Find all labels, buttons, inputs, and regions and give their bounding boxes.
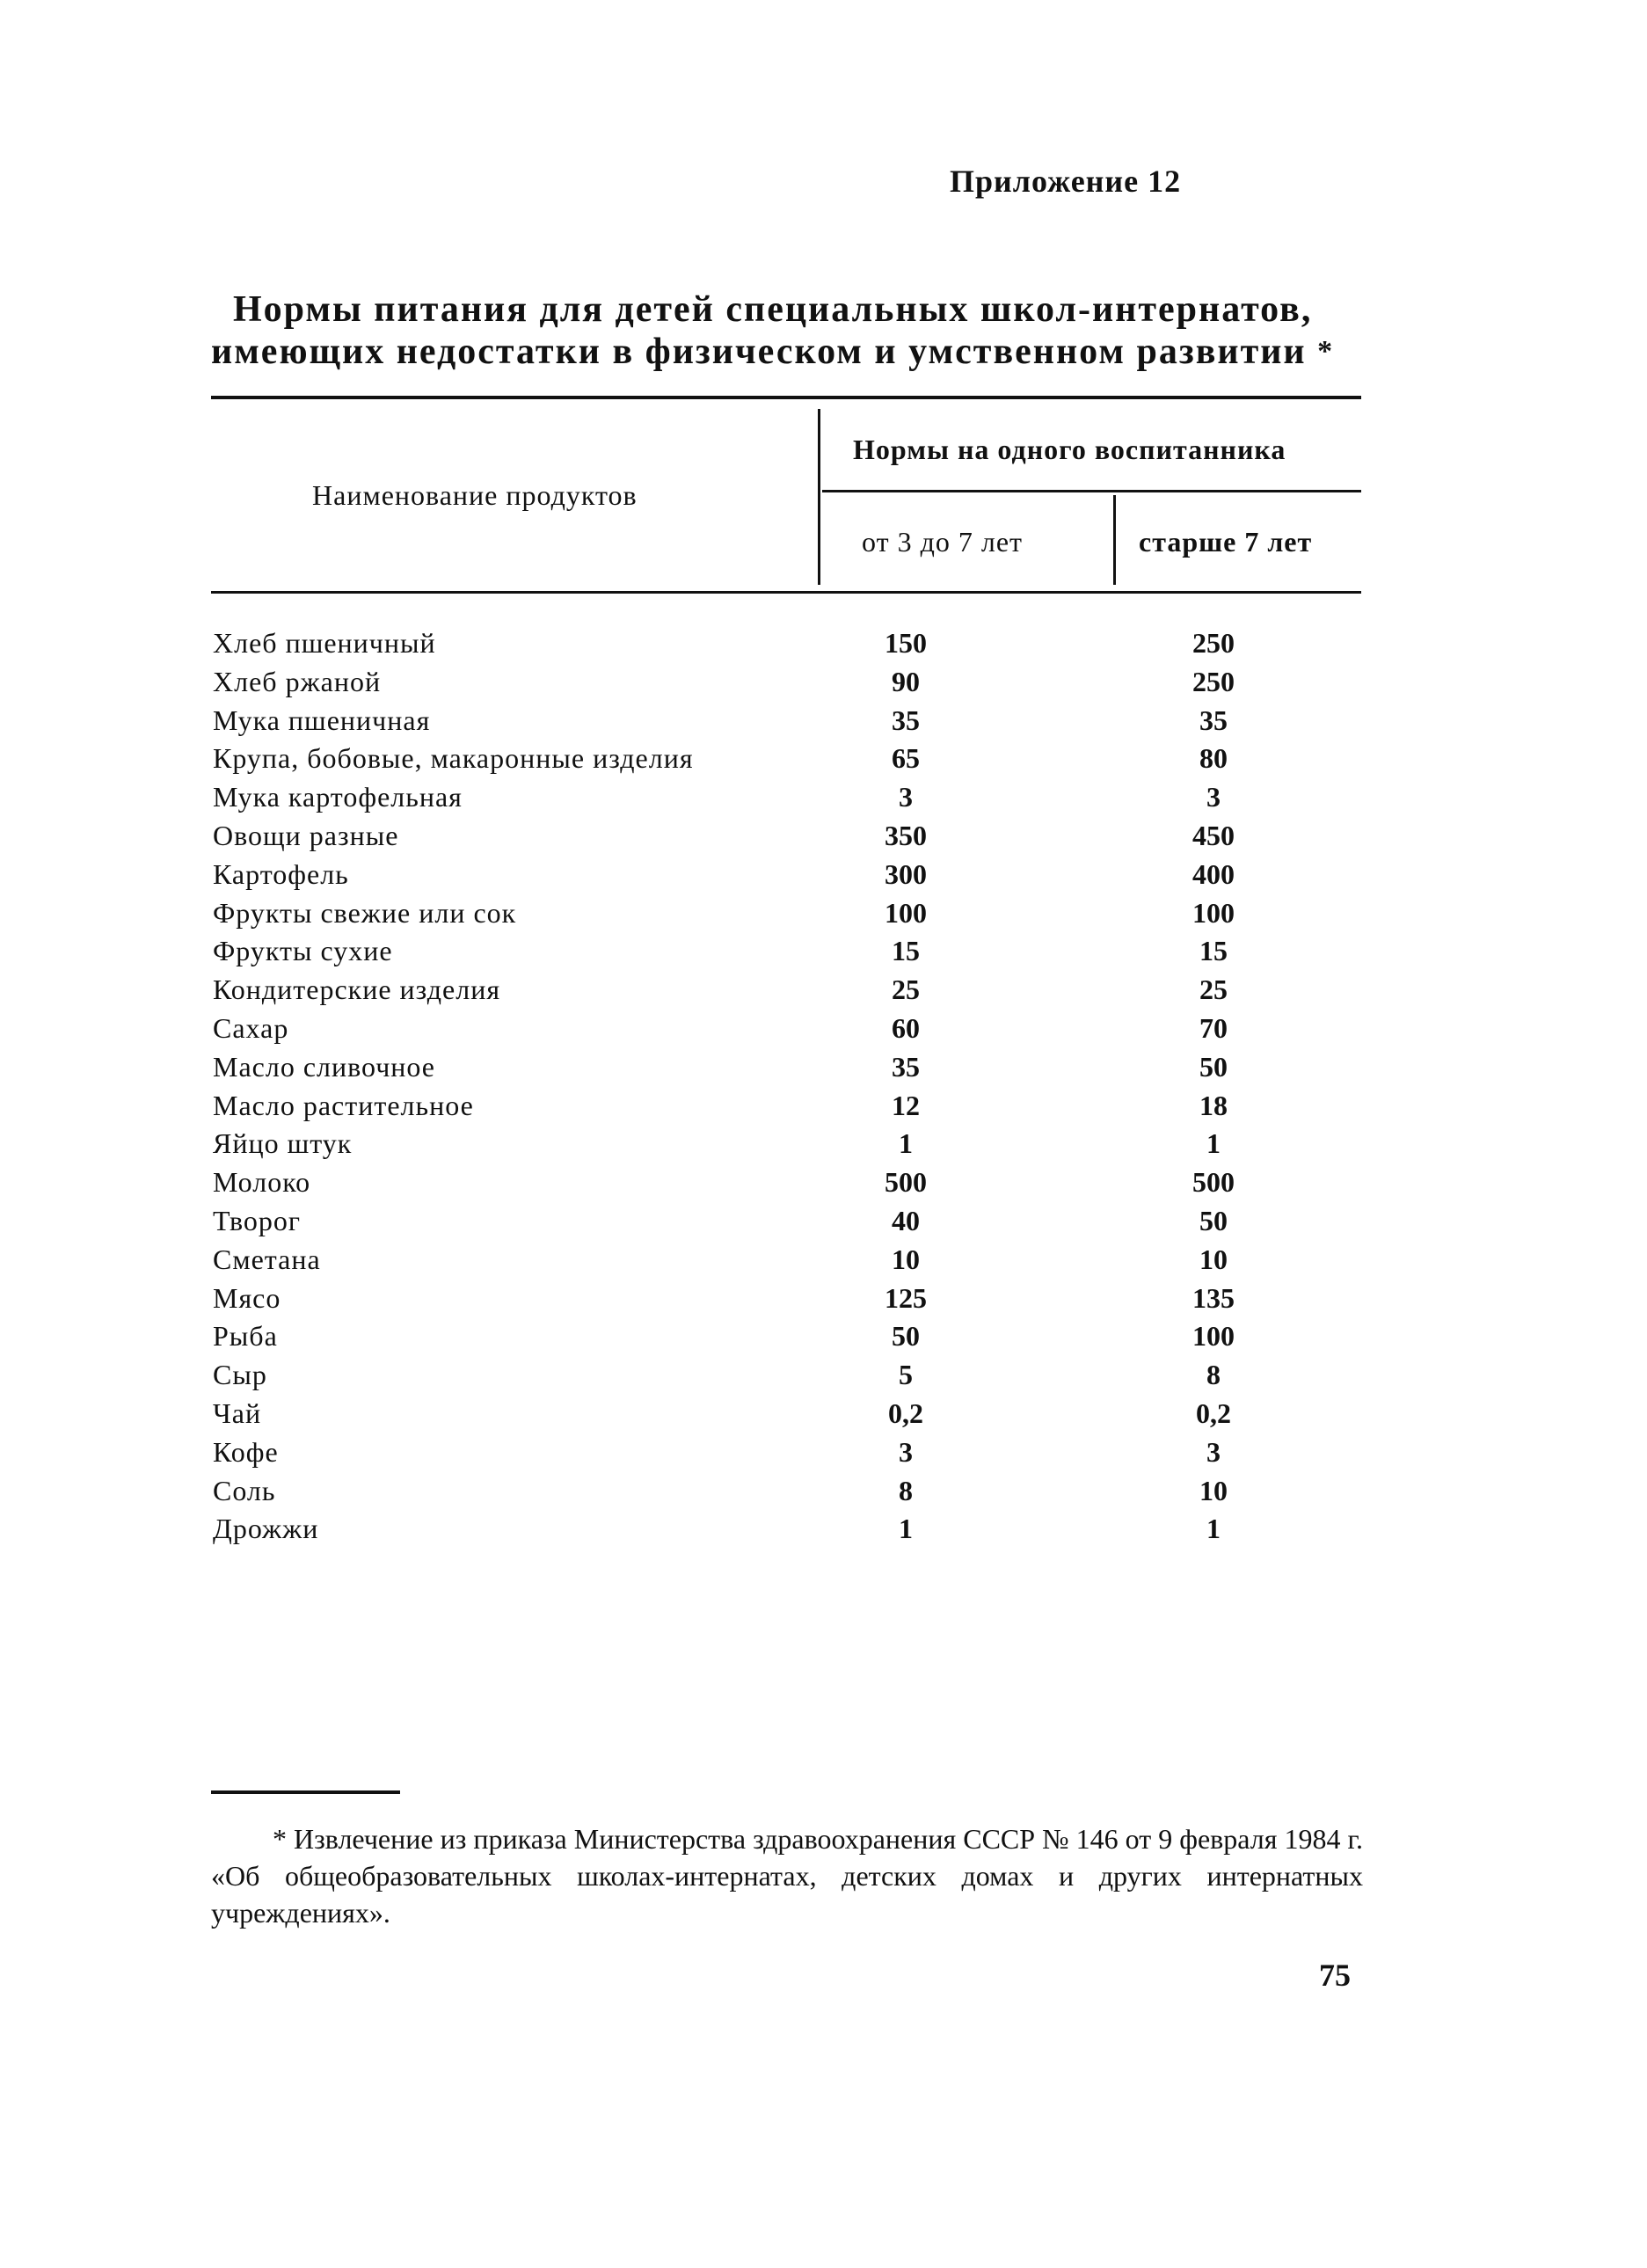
table-header-sub-vertical-rule (1113, 495, 1116, 585)
table-row (211, 856, 1361, 894)
table-row (211, 1048, 1361, 1087)
product-name: Масло растительное (213, 1089, 474, 1121)
norm-age-over-7: 15 (1199, 935, 1228, 967)
norm-age-3-7: 50 (892, 1320, 920, 1353)
norm-age-3-7: 500 (885, 1166, 927, 1199)
norm-age-over-7: 8 (1206, 1359, 1221, 1391)
product-name: Рыба (213, 1320, 278, 1353)
table-row (211, 778, 1361, 817)
norm-age-3-7: 0,2 (888, 1397, 923, 1429)
product-name: Кондитерские изделия (213, 974, 501, 1006)
table-row (211, 1163, 1361, 1202)
table-row (211, 663, 1361, 702)
product-name: Сметана (213, 1243, 321, 1275)
norm-age-over-7: 25 (1199, 974, 1228, 1006)
product-name: Мука картофельная (213, 781, 463, 813)
footnote-rule (211, 1790, 400, 1794)
product-name: Картофель (213, 857, 349, 890)
title-line-2: имеющих недостатки в физическом и умственном развитии (211, 332, 1307, 372)
norm-age-over-7: 18 (1199, 1089, 1228, 1121)
norm-age-over-7: 35 (1199, 704, 1228, 736)
norm-age-over-7: 70 (1199, 1011, 1228, 1044)
norm-age-over-7: 10 (1199, 1474, 1228, 1506)
table-header-sub-rule (822, 490, 1361, 492)
norm-age-3-7: 35 (892, 1050, 920, 1083)
table-row (211, 1087, 1361, 1126)
column-header-products: Наименование продуктов (312, 479, 638, 511)
norm-age-3-7: 35 (892, 704, 920, 736)
product-name: Крупа, бобовые, макаронные изделия (213, 742, 694, 775)
norm-age-over-7: 3 (1206, 781, 1221, 813)
product-name: Чай (213, 1397, 262, 1429)
product-name: Масло сливочное (213, 1050, 435, 1083)
product-name: Хлеб пшеничный (213, 627, 436, 659)
table-top-rule (211, 396, 1361, 399)
norm-age-over-7: 50 (1199, 1204, 1228, 1236)
document-title (211, 288, 1372, 373)
title-line-1: Нормы питания для детей специальных школ-интернатов, (233, 289, 1313, 330)
product-name: Фрукты сухие (213, 935, 393, 967)
table-header-bottom-rule (211, 591, 1361, 594)
table-row (211, 971, 1361, 1010)
norm-age-3-7: 8 (899, 1474, 913, 1506)
table-row (211, 1395, 1361, 1433)
table-row (211, 1125, 1361, 1163)
norm-age-3-7: 300 (885, 857, 927, 890)
product-name: Фрукты свежие или сок (213, 896, 517, 929)
title-line-2-wrap (211, 331, 1372, 373)
product-name: Мука пшеничная (213, 704, 431, 736)
table-row (211, 702, 1361, 740)
norm-age-3-7: 10 (892, 1243, 920, 1275)
product-name: Кофе (213, 1435, 279, 1468)
table-row (211, 1241, 1361, 1280)
norm-age-3-7: 25 (892, 974, 920, 1006)
column-header-age-3-7: от 3 до 7 лет (862, 526, 1023, 558)
product-name: Дрожжи (213, 1513, 319, 1545)
title-asterisk: * (1317, 335, 1335, 368)
table-row (211, 1317, 1361, 1356)
norm-age-3-7: 90 (892, 665, 920, 697)
norm-age-over-7: 400 (1192, 857, 1235, 890)
table-row (211, 894, 1361, 933)
norm-age-3-7: 350 (885, 819, 927, 851)
norm-age-3-7: 40 (892, 1204, 920, 1236)
norm-age-over-7: 450 (1192, 819, 1235, 851)
table-body (211, 624, 1361, 1549)
footnote-text: * Извлечение из приказа Министерства здравоохранения СССР № 146 от 9 февраля 1984 г. «Об общеобразовательных школах-интернатах, детских домах и других интернатных учреждениях». (211, 1823, 1363, 1929)
table-row (211, 1010, 1361, 1048)
table-row (211, 932, 1361, 971)
norm-age-over-7: 250 (1192, 627, 1235, 659)
table-row (211, 1356, 1361, 1395)
product-name: Мясо (213, 1281, 281, 1314)
appendix-label: Приложение 12 (950, 164, 1182, 199)
page-number: 75 (1319, 1958, 1351, 1993)
norm-age-over-7: 100 (1192, 1320, 1235, 1353)
norm-age-over-7: 135 (1192, 1281, 1235, 1314)
norm-age-over-7: 100 (1192, 896, 1235, 929)
norm-age-3-7: 125 (885, 1281, 927, 1314)
table-row (211, 1280, 1361, 1318)
norm-age-3-7: 3 (899, 1435, 913, 1468)
norm-age-3-7: 1 (899, 1513, 913, 1545)
table-row (211, 624, 1361, 663)
table-row (211, 1510, 1361, 1549)
norm-age-3-7: 1 (899, 1127, 913, 1160)
norm-age-over-7: 1 (1206, 1127, 1221, 1160)
column-header-norms: Нормы на одного воспитанника (853, 434, 1286, 465)
product-name: Овощи разные (213, 819, 399, 851)
norm-age-over-7: 250 (1192, 665, 1235, 697)
product-name: Молоко (213, 1166, 311, 1199)
column-header-age-over-7: старше 7 лет (1139, 526, 1313, 558)
table-row (211, 1433, 1361, 1472)
table-row (211, 1472, 1361, 1511)
norm-age-3-7: 15 (892, 935, 920, 967)
norm-age-over-7: 0,2 (1196, 1397, 1231, 1429)
norm-age-over-7: 80 (1199, 742, 1228, 775)
product-name: Творог (213, 1204, 301, 1236)
table-header-vertical-rule (818, 409, 820, 585)
norm-age-3-7: 5 (899, 1359, 913, 1391)
table-row (211, 817, 1361, 856)
product-name: Яйцо штук (213, 1127, 353, 1160)
norm-age-over-7: 10 (1199, 1243, 1228, 1275)
product-name: Сыр (213, 1359, 267, 1391)
norm-age-over-7: 1 (1206, 1513, 1221, 1545)
product-name: Соль (213, 1474, 276, 1506)
table-row (211, 740, 1361, 778)
norm-age-3-7: 100 (885, 896, 927, 929)
norm-age-over-7: 50 (1199, 1050, 1228, 1083)
norm-age-3-7: 3 (899, 781, 913, 813)
norm-age-over-7: 3 (1206, 1435, 1221, 1468)
norm-age-over-7: 500 (1192, 1166, 1235, 1199)
norm-age-3-7: 65 (892, 742, 920, 775)
product-name: Хлеб ржаной (213, 665, 382, 697)
norm-age-3-7: 12 (892, 1089, 920, 1121)
footnote (211, 1820, 1363, 1931)
table-row (211, 1202, 1361, 1241)
norm-age-3-7: 150 (885, 627, 927, 659)
norm-age-3-7: 60 (892, 1011, 920, 1044)
product-name: Сахар (213, 1011, 289, 1044)
